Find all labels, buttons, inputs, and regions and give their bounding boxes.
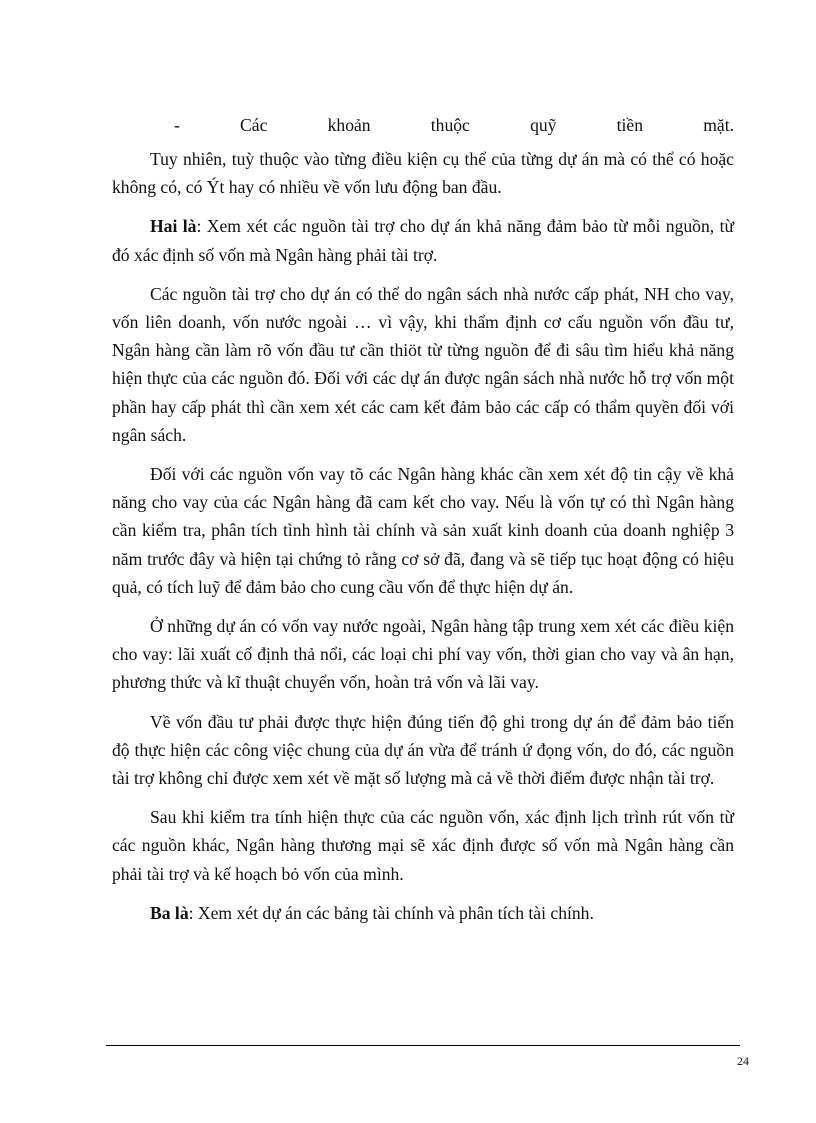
paragraph-text: Tuy nhiên, tuỳ thuộc vào từng điều kiện cụ thể của từng dự án mà có thể có hoặc không có, có Ýt hay có nhiều về vốn lưu động ban đầu. (112, 149, 734, 198)
paragraph-lead: Ba là (150, 902, 189, 923)
bullet-dash: - (174, 115, 180, 135)
bullet-word: quỹ (530, 115, 557, 135)
bullet-word: Các (240, 115, 268, 135)
paragraph (112, 280, 734, 449)
paragraph-text: Ở những dự án có vốn vay nước ngoài, Ngân hàng tập trung xem xét các điều kiện cho vay: lãi xuất cố định thả nổi, các loại chi phí vay vốn, thời gian cho vay và ân hạn, phương thức và kĩ thuật chuyển vốn, hoàn trả vốn và lãi vay. (112, 616, 734, 693)
bullet-item (112, 111, 734, 139)
paragraph-text: Đối với các nguồn vốn vay tõ các Ngân hàng khác cần xem xét độ tin cậy về khả năng cho vay của các Ngân hàng đã cam kết cho vay. Nếu là vốn tự có thì Ngân hàng cần kiểm tra, phân tích tình hình tài chính và sản xuất kinh doanh của doanh nghiệp 3 năm trước đây và hiện tại chứng tỏ rằng cơ sở đã, đang và sẽ tiếp tục hoạt động có hiệu quả, có tích luỹ để đảm bảo cho cung cầu vốn để thực hiện dự án. (112, 464, 734, 597)
bullet-word: khoản (327, 115, 371, 135)
document-body (112, 111, 734, 938)
page-number: 24 (737, 1054, 749, 1068)
paragraph (112, 612, 734, 697)
bullet-word: thuộc (430, 115, 470, 135)
paragraph-text: Sau khi kiểm tra tính hiện thực của các nguồn vốn, xác định lịch trình rút vốn từ các nguồn khác, Ngân hàng thương mại sẽ xác định được số vốn mà Ngân hàng cần phải tài trợ và kế hoạch bỏ vốn của mình. (112, 807, 734, 884)
paragraph (112, 803, 734, 888)
paragraph-lead: Hai là (150, 216, 197, 237)
paragraph (112, 145, 734, 201)
bullet-word: mặt. (703, 115, 734, 135)
paragraph (112, 899, 734, 927)
paragraph-text: : Xem xét dự án các bảng tài chính và phân tích tài chính. (188, 902, 594, 923)
paragraph-text: : Xem xét các nguồn tài trợ cho dự án khả năng đảm bảo từ mỗi nguồn, từ đó xác định số vốn mà Ngân hàng phải tài trợ. (112, 216, 734, 265)
paragraph-text: Về vốn đầu tư phải được thực hiện đúng tiến độ ghi trong dự án để đảm bảo tiến độ thực hiện các công việc chung của dự án vừa để tránh ứ đọng vốn, do đó, các nguồn tài trợ không chỉ được xem xét về mặt số lượng mà cả về thời điểm được nhận tài trợ. (112, 711, 734, 789)
bullet-word: tiền (616, 115, 644, 135)
paragraph (112, 460, 734, 601)
paragraph (112, 212, 734, 268)
footer-divider (106, 1045, 740, 1046)
paragraph-text: Các nguồn tài trợ cho dự án có thể do ngân sách nhà nước cấp phát, NH cho vay, vốn liên doanh, vốn nước ngoài … vì vậy, khi thẩm định cơ cấu nguồn vốn đầu tư, Ngân hàng cần làm rõ vốn đầu tư cần thiöt từ từng nguồn để đi sâu tìm hiểu khả năng hiện thực của các nguồn đó. Đối với các dự án được ngân sách nhà nước hỗ trợ vốn một phần hay cấp phát thì cần xem xét các cam kết đảm bảo các cấp có thẩm quyền đối với ngân sách. (112, 283, 734, 445)
paragraph (112, 708, 734, 793)
